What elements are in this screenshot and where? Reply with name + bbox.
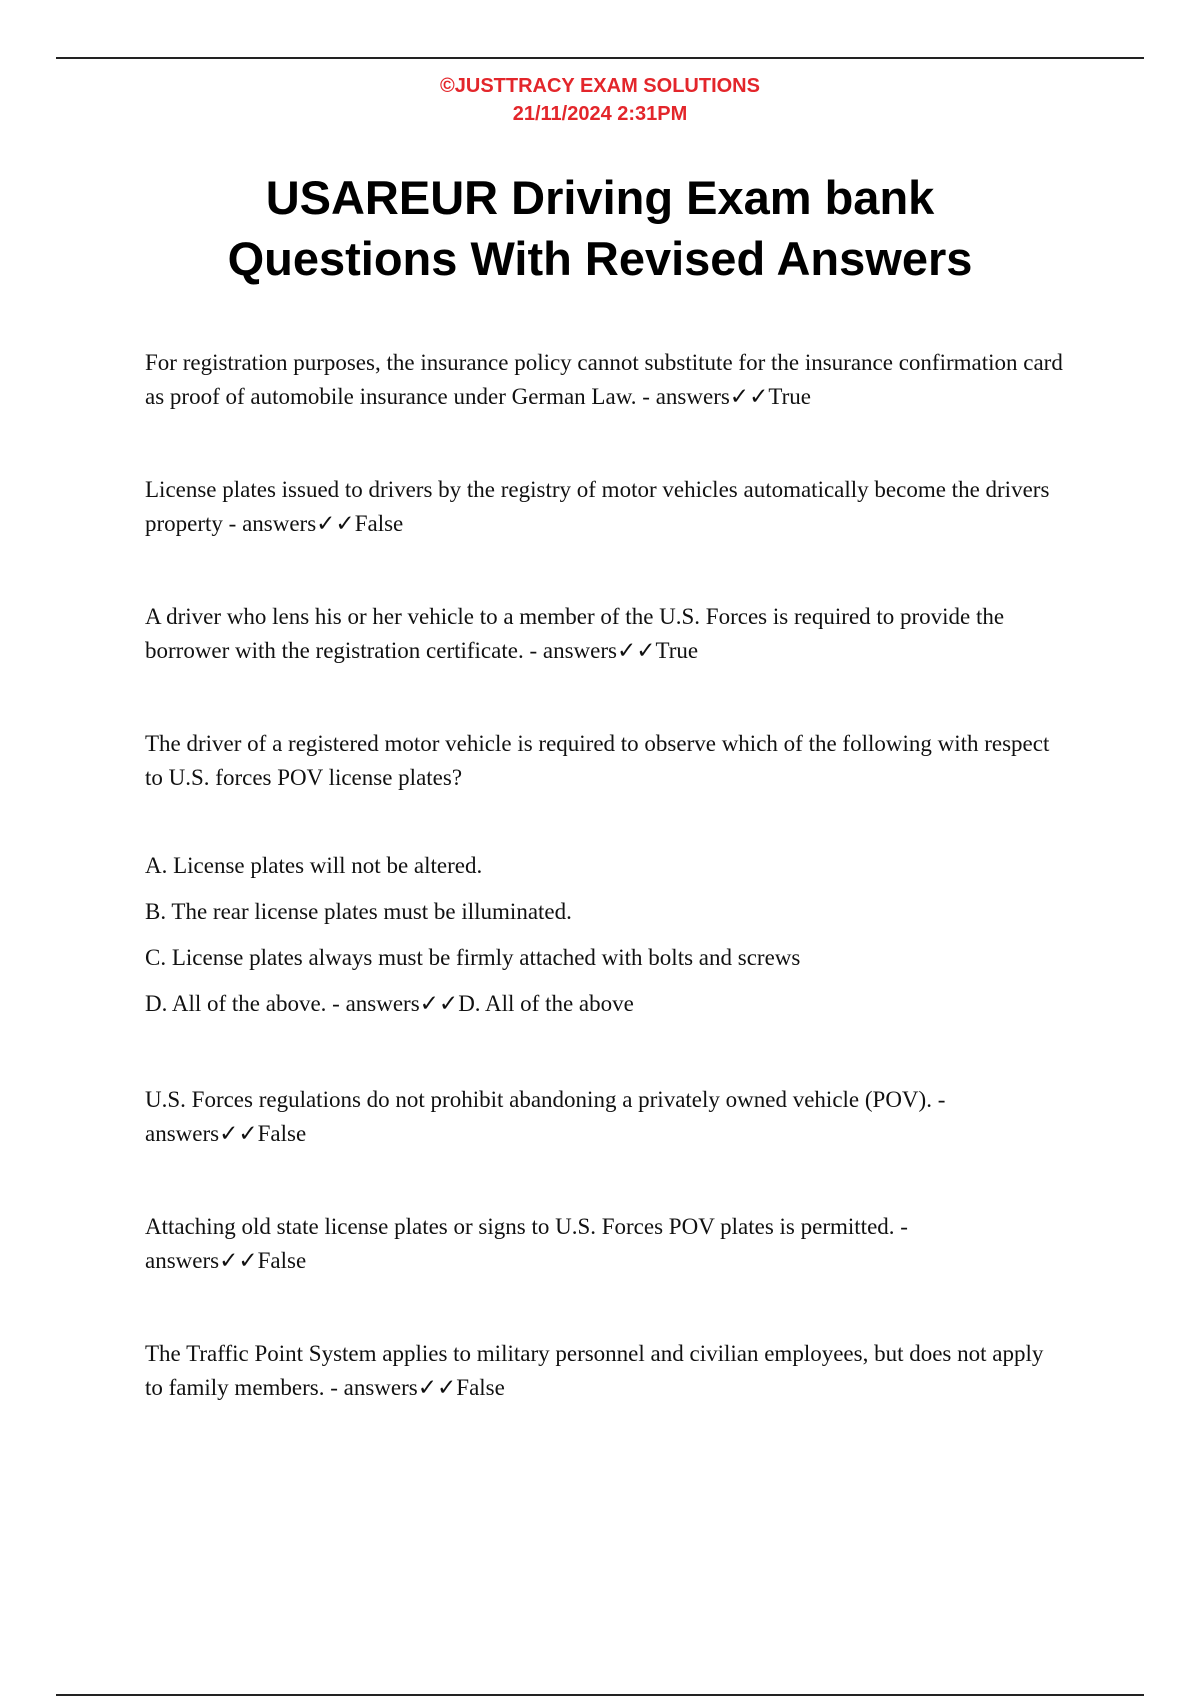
document-title [0,167,1200,289]
question-item: For registration purposes, the insurance policy cannot substitute for the insurance confirmation card as proof of automobile insurance under German Law. - answers✓✓True [145,350,1063,409]
top-divider [56,57,1144,59]
title-line-2: Questions With Revised Answers [227,232,973,285]
answer-option-c: C. License plates always must be firmly attached with bolts and screws [145,945,801,970]
question-item: U.S. Forces regulations do not prohibit abandoning a privately owned vehicle (POV). - answers✓✓False [145,1087,946,1146]
question-item: The driver of a registered motor vehicle is required to observe which of the following with respect to U.S. forces POV license plates? [145,731,1050,790]
copyright-notice: ©JUSTTRACY EXAM SOLUTIONS [440,75,760,97]
question-item: License plates issued to drivers by the registry of motor vehicles automatically become the drivers property - answers✓✓False [145,477,1050,536]
answer-option-a: A. License plates will not be altered. [145,853,483,878]
answer-option-b: B. The rear license plates must be illuminated. [145,899,572,924]
answer-option-d: D. All of the above. - answers✓✓D. All of the above [145,991,634,1016]
page-header [0,72,1200,128]
question-item: A driver who lens his or her vehicle to a member of the U.S. Forces is required to provide the borrower with the registration certificate. - answers✓✓True [145,604,1005,663]
answer-options [145,849,1065,1033]
bottom-divider [56,1694,1144,1696]
question-item: Attaching old state license plates or signs to U.S. Forces POV plates is permitted. - answers✓✓False [145,1214,908,1273]
title-line-1: USAREUR Driving Exam bank [265,171,935,224]
header-timestamp: 21/11/2024 2:31PM [512,103,688,125]
question-item: The Traffic Point System applies to military personnel and civilian employees, but does not apply to family members. - answers✓✓False [145,1341,1044,1400]
